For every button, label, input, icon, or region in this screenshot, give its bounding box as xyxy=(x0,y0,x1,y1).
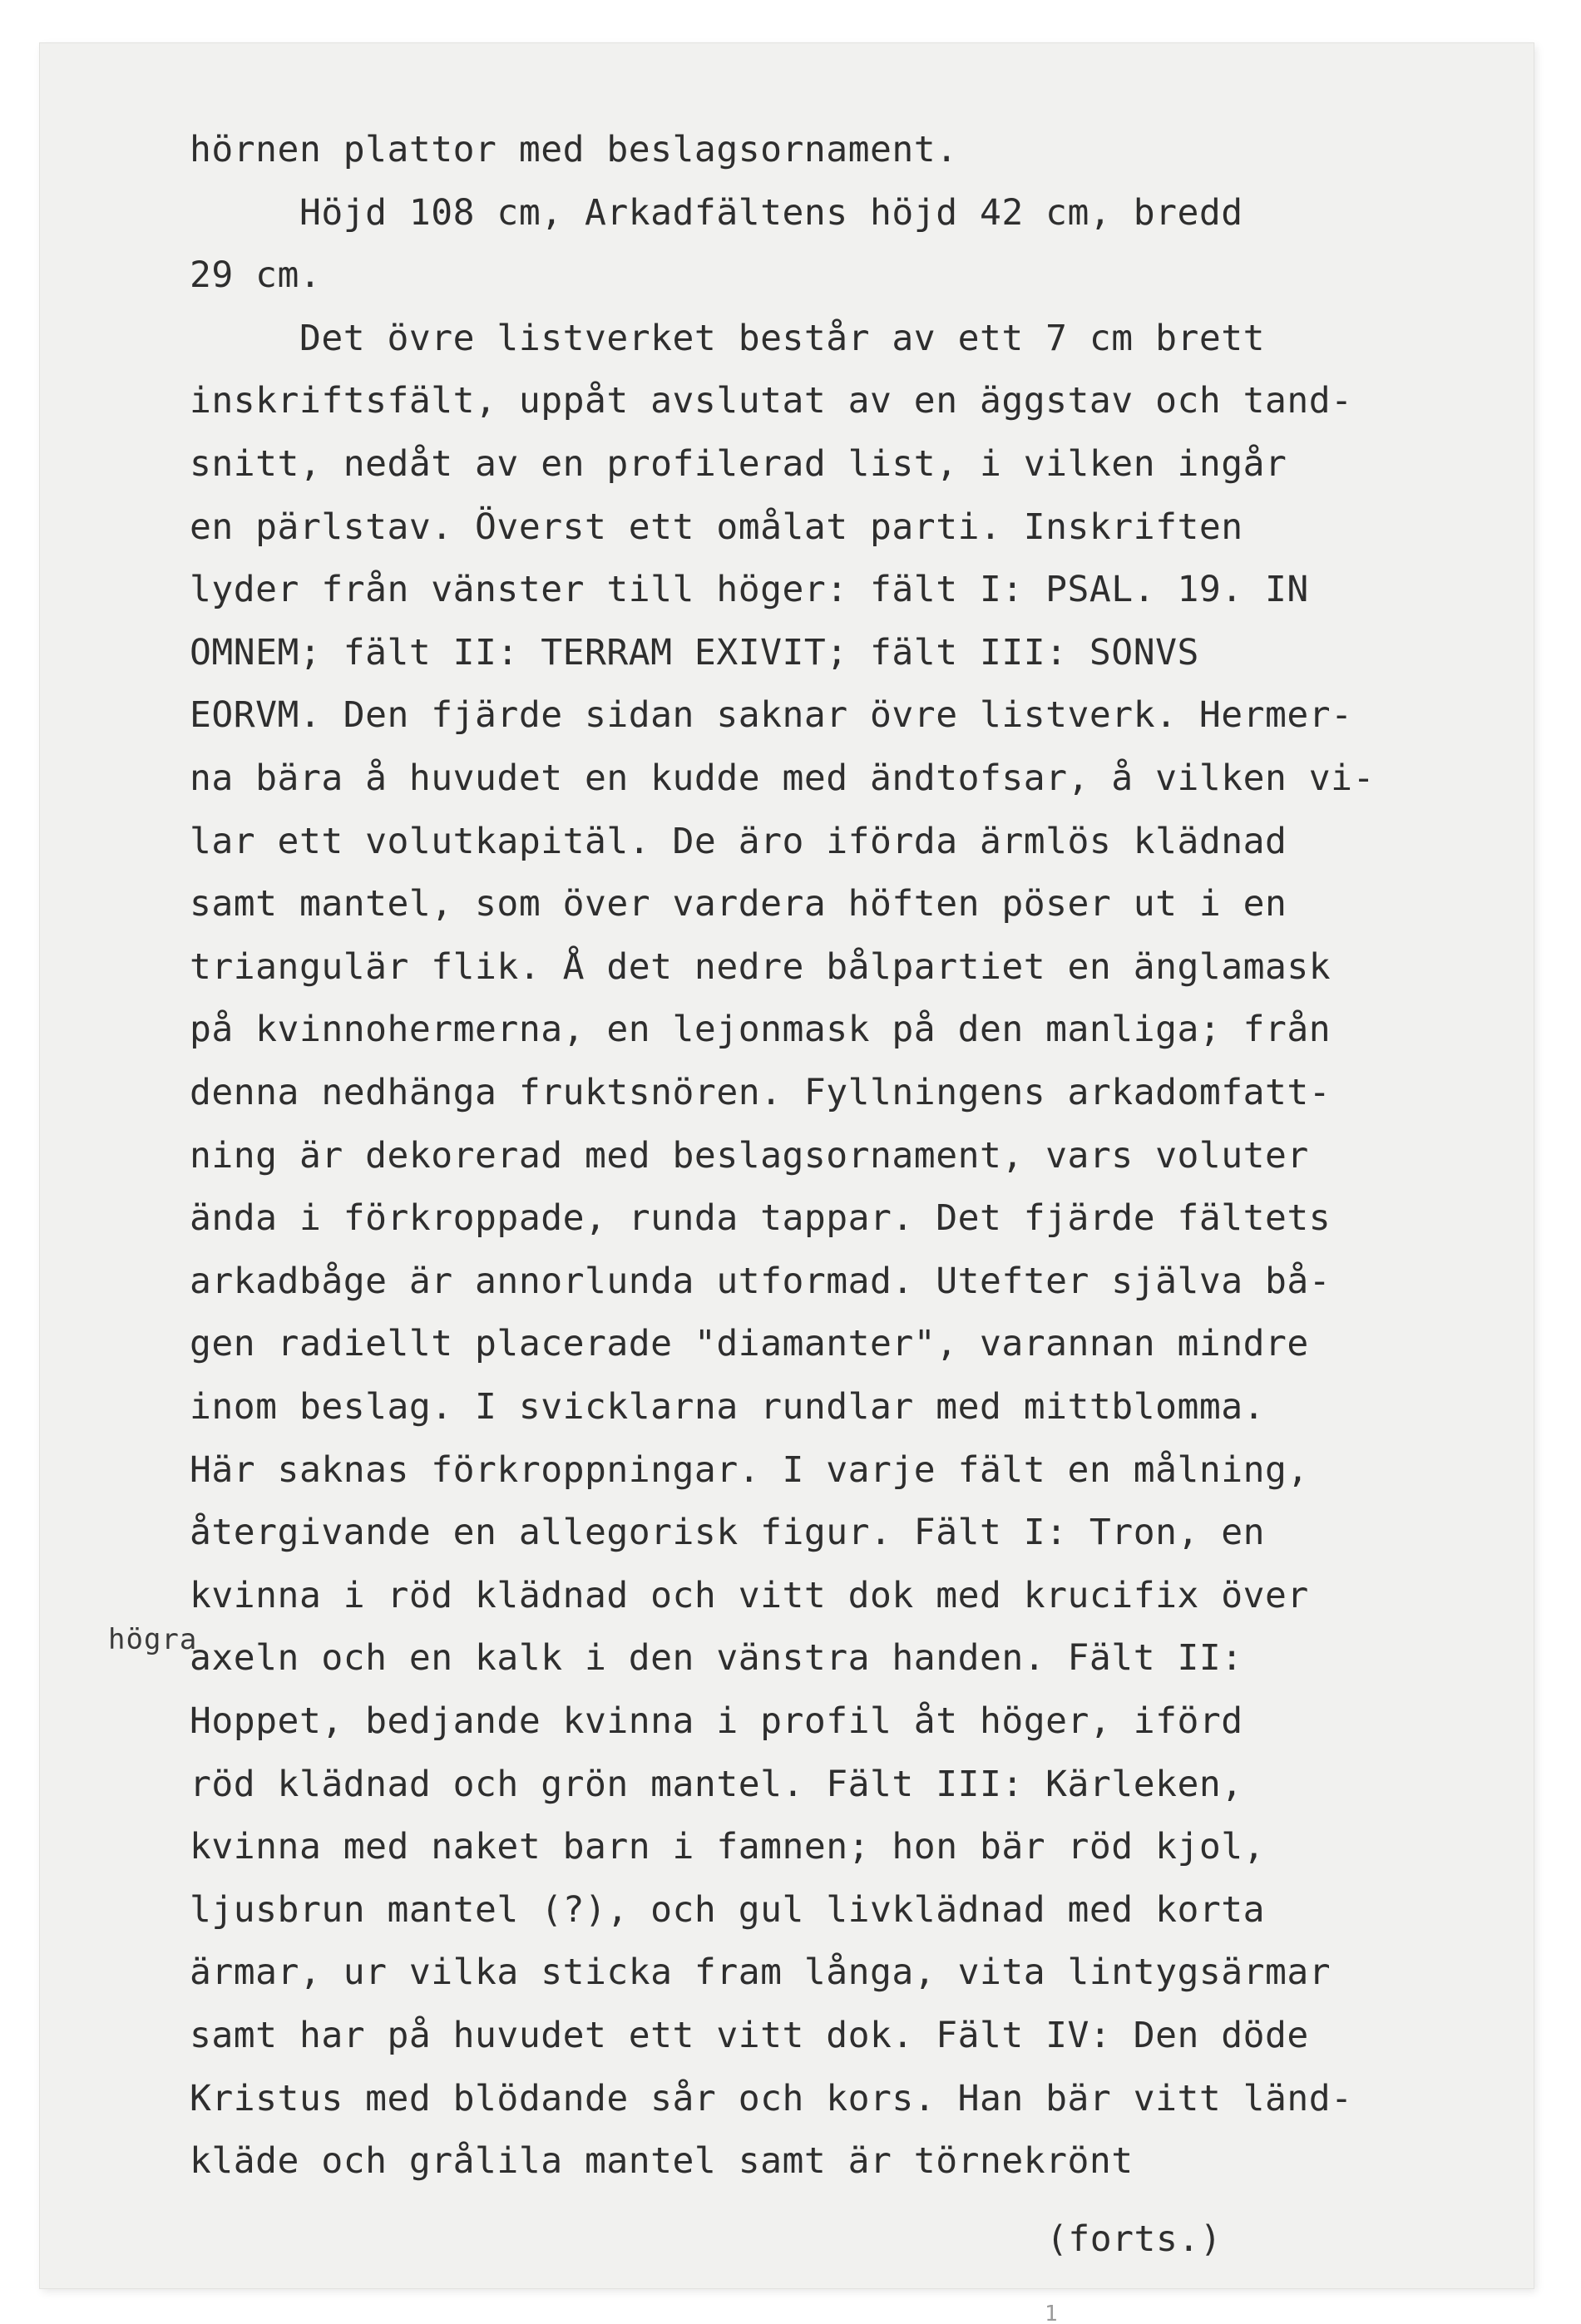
text-line: Det övre listverket består av ett 7 cm brett xyxy=(190,317,1266,359)
text-line: arkadbåge är annorlunda utformad. Utefter själva bå- xyxy=(190,1260,1331,1302)
text-line: samt mantel, som över vardera höften pöser ut i en xyxy=(190,883,1287,925)
text-line: ärmar, ur vilka sticka fram långa, vita lintygsärmar xyxy=(190,1951,1331,1994)
text-line: på kvinnohermerna, en lejonmask på den manliga; från xyxy=(190,1009,1331,1051)
text-line: triangulär flik. Å det nedre bålpartiet en änglamask xyxy=(190,945,1331,988)
text-line: inskriftsfält, uppåt avslutat av en äggstav och tand- xyxy=(190,380,1353,422)
text-line: Hoppet, bedjande kvinna i profil åt höger, iförd xyxy=(190,1700,1243,1742)
text-line: kvinna i röd klädnad och vitt dok med krucifix över xyxy=(190,1574,1309,1616)
text-line: kläde och grålila mantel samt är törnekrönt xyxy=(190,2140,1134,2183)
page-number: 1 xyxy=(1045,2302,1058,2324)
text-line: lar ett volutkapitäl. De äro iförda ärmlös klädnad xyxy=(190,820,1287,862)
continued-label: (forts.) xyxy=(1046,2218,1223,2260)
text-line: samt har på huvudet ett vitt dok. Fält IV: Den döde xyxy=(190,2015,1309,2056)
text-line: gen radiellt placerade "diamanter", varannan mindre xyxy=(190,1323,1309,1365)
text-line: röd klädnad och grön mantel. Fält III: Kärleken, xyxy=(190,1763,1243,1805)
text-line: lyder från vänster till höger: fält I: PSAL. 19. IN xyxy=(190,569,1309,611)
text-line: na bära å huvudet en kudde med ändtofsar, å vilken vi- xyxy=(190,757,1375,799)
text-line: 29 cm. xyxy=(190,254,322,297)
text-line: Här saknas förkroppningar. I varje fält en målning, xyxy=(190,1448,1309,1491)
text-line: ända i förkroppade, runda tappar. Det fjärde fältets xyxy=(190,1197,1331,1240)
text-line: en pärlstav. Överst ett omålat parti. Inskriften xyxy=(190,506,1243,548)
text-line: snitt, nedåt av en profilerad list, i vilken ingår xyxy=(190,443,1287,485)
text-line: ning är dekorerad med beslagsornament, vars voluter xyxy=(190,1134,1309,1177)
text-line: Kristus med blödande sår och kors. Han bär vitt länd- xyxy=(190,2077,1353,2119)
margin-note: högra xyxy=(108,1623,198,1656)
index-card xyxy=(40,43,1534,2324)
text-line: Höjd 108 cm, Arkadfältens höjd 42 cm, bredd xyxy=(190,191,1243,234)
text-line: OMNEM; fält II: TERRAM EXIVIT; fält III: SONVS xyxy=(190,631,1199,674)
text-line: inom beslag. I svicklarna rundlar med mittblomma. xyxy=(190,1386,1266,1428)
text-line: kvinna med naket barn i famnen; hon bär röd kjol, xyxy=(190,1826,1266,1868)
text-line: återgivande en allegorisk figur. Fält I: Tron, en xyxy=(190,1512,1266,1554)
text-line: denna nedhänga fruktsnören. Fyllningens arkadomfatt- xyxy=(190,1072,1331,1113)
text-line: EORVM. Den fjärde sidan saknar övre listverk. Hermer- xyxy=(190,694,1353,737)
text-line: hörnen plattor med beslagsornament. xyxy=(190,129,958,170)
text-line: axeln och en kalk i den vänstra handen. Fält II: xyxy=(190,1637,1243,1680)
text-line: ljusbrun mantel (?), och gul livklädnad med korta xyxy=(190,1888,1266,1931)
